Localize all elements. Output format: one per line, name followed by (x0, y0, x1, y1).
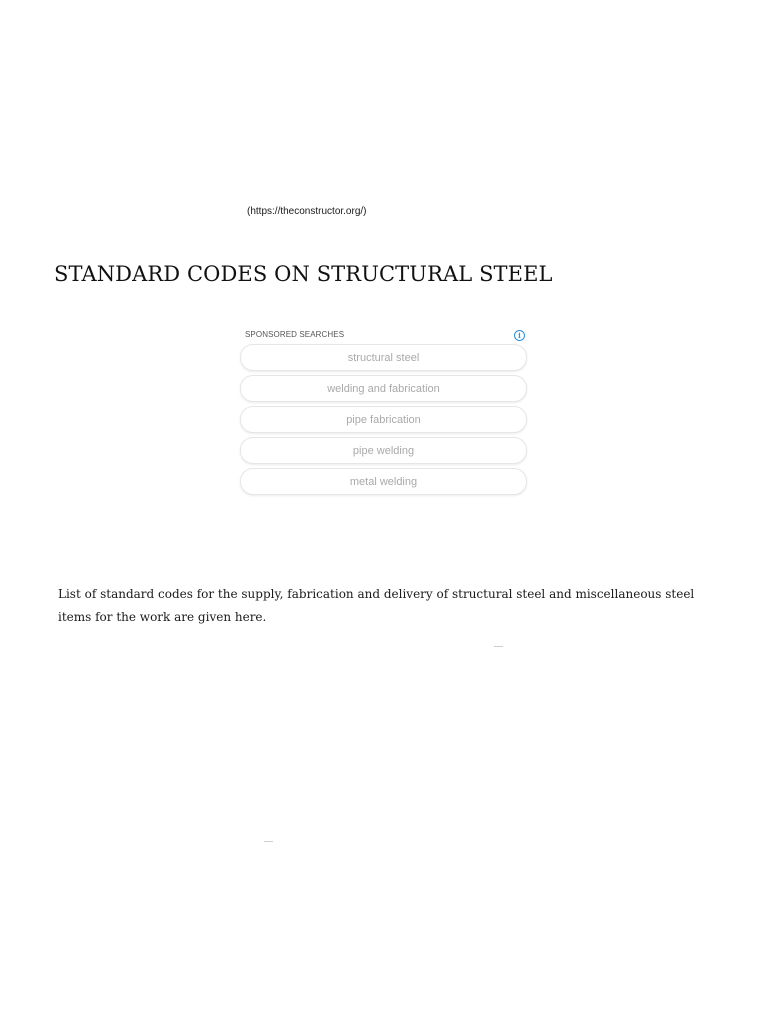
sponsored-label: SPONSORED SEARCHES (245, 330, 345, 339)
divider (264, 841, 273, 842)
sponsored-search-metal-welding[interactable]: metal welding (240, 468, 527, 495)
article-intro: List of standard codes for the supply, fabrication and delivery of structural steel and miscellaneous steel items for the work are given here. (58, 587, 695, 624)
site-home-link[interactable]: (https://theconstructor.org/) (247, 206, 367, 217)
sponsored-search-pipe-welding[interactable]: pipe welding (240, 437, 527, 464)
page-title: STANDARD CODES ON STRUCTURAL STEEL (54, 262, 553, 286)
sponsored-search-pipe-fabrication[interactable]: pipe fabrication (240, 406, 527, 433)
sponsored-header (240, 329, 527, 343)
sponsored-search-welding-and-fabrication[interactable]: welding and fabrication (240, 375, 527, 402)
divider (494, 646, 503, 647)
info-icon[interactable]: i (514, 330, 525, 341)
sponsored-search-structural-steel[interactable]: structural steel (240, 344, 527, 371)
sponsored-searches (240, 329, 527, 499)
